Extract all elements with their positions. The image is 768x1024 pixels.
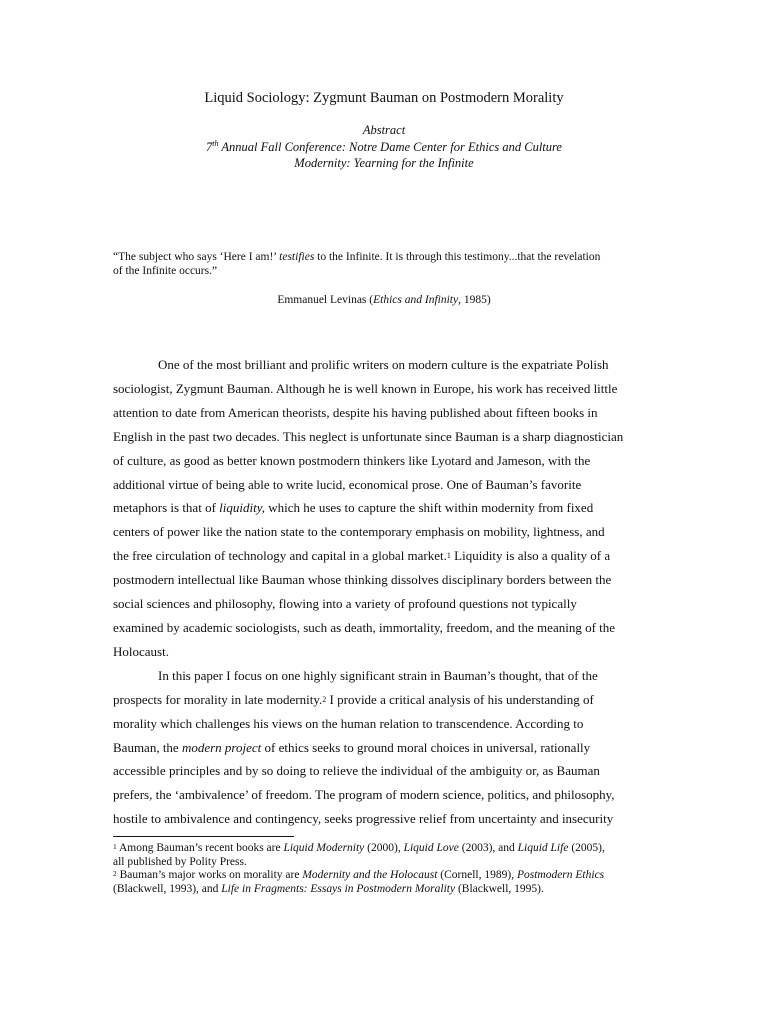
epigraph-line-2: of the Infinite occurs.” [113,264,218,277]
conference-name: Annual Fall Conference: Notre Dame Center for Ethics and Culture [218,139,562,154]
footnote-2-continued [113,883,605,897]
footnote-text: (2000), [364,842,404,854]
body-line: postmodern intellectual like Bauman whose thinking dissolves disciplinary borders between the [113,572,612,588]
body-line: accessible principles and by so doing to relieve the individual of the ambiguity or, as Bauman [113,763,600,779]
body-line: One of the most brilliant and prolific writers on modern culture is the expatriate Polish [158,357,609,372]
epigraph-text: to the Infinite. It is through this testimony...that the revelation [314,251,601,263]
epigraph-emphasis: testifies [279,251,315,263]
footnote-text: Bauman’s major works on morality are [116,869,303,882]
attribution-work: Ethics and Infinity [373,294,459,306]
footnote-title: Liquid Love [403,842,459,854]
footnote-2 [113,869,605,883]
body-text-run: which he uses to capture the shift within modernity from fixed [265,500,594,516]
footnote-marker-1[interactable]: 1 [446,551,451,561]
body-line: examined by academic sociologists, such as death, immortality, freedom, and the meaning of the [113,619,616,635]
body-text-run: the free circulation of technology and capital in a global market. [113,548,447,564]
body-text-run: of ethics seeks to ground moral choices in universal, rationally [261,739,591,755]
epigraph-text: “The subject who says ‘Here I am!’ [113,251,280,263]
footnote-marker-2[interactable]: 2 [322,694,327,704]
body-text-run: Liquidity is also a quality of a [450,548,611,564]
paper-title: Liquid Sociology: Zygmunt Bauman on Postmodern Morality [204,90,564,106]
body-line: attention to date from American theorists, despite his having published about fifteen books in [113,404,598,420]
body-text-run: metaphors is that of [113,500,220,516]
epigraph-quote [113,251,658,278]
conference-line [0,139,768,156]
epigraph-attribution [0,294,768,308]
body-line: prefers, the ‘ambivalence’ of freedom. The program of modern science, politics, and philosophy, [113,787,615,803]
footnote-separator [113,836,294,837]
body-line: additional virtue of being able to write lucid, economical prose. One of Bauman’s favorite [113,476,582,492]
conference-ordinal: 7 [206,139,213,154]
conference-theme: Modernity: Yearning for the Infinite [294,156,474,170]
attribution-year: , 1985) [458,294,491,306]
abstract-heading: Abstract [362,123,406,137]
footnote-title: Liquid Life [517,842,569,854]
abstract-header [0,122,768,172]
footnote-number: 1 [113,842,117,851]
body-text-run: I provide a critical analysis of his understanding of [326,691,594,707]
footnote-title: Postmodern Ethics [516,869,605,882]
body-emphasis: liquidity, [219,500,266,516]
footnote-title: Modernity and the Holocaust [302,869,438,882]
body-line [113,688,623,712]
footnote-1-continued: all published by Polity Press. [113,855,247,868]
body-line: social sciences and philosophy, flowing into a variety of profound questions not typically [113,596,577,612]
body-text-run: Bauman, the [113,739,182,755]
footnote-text: (2003), and [458,842,518,854]
attribution-author: Emmanuel Levinas ( [277,294,374,306]
body-line: of culture, as good as better known postmodern thinkers like Lyotard and Jameson, with the [113,452,591,468]
body-line: morality which challenges his views on the human relation to transcendence. According to [113,715,584,731]
footnotes [113,842,605,896]
body-text [113,353,623,831]
footnote-text: (Blackwell, 1993), and [113,882,222,895]
footnote-number: 2 [113,869,117,879]
footnote-text: (2005), [568,842,605,854]
body-line: sociologist, Zygmunt Bauman. Although he is well known in Europe, his work has received little [113,380,618,396]
body-line [113,496,623,520]
body-line: Holocaust. [113,643,169,659]
footnote-title: Liquid Modernity [283,842,365,854]
footnote-title: Life in Fragments: Essays in Postmodern Morality [221,882,456,895]
epigraph-line-1 [113,251,658,265]
conference-ordinal-suffix: th [212,138,219,148]
footnote-1 [113,842,605,856]
body-line: In this paper I focus on one highly significant strain in Bauman’s thought, that of the [158,667,598,683]
body-text-run: prospects for morality in late modernity. [113,691,323,707]
body-emphasis: modern project [181,739,262,755]
body-line: hostile to ambivalence and contingency, seeks progressive relief from uncertainty and insecurity [113,811,614,827]
body-line: centers of power like the nation state to the contemporary emphasis on mobility, lightness, and [113,524,605,540]
footnote-text: (Blackwell, 1995). [455,882,544,895]
footnote-text: Among Bauman’s recent books are [116,842,284,854]
body-line: English in the past two decades. This neglect is unfortunate since Bauman is a sharp diagnostician [113,428,624,444]
body-line [113,736,623,760]
footnote-text: (Cornell, 1989), [437,869,517,882]
body-line [113,544,623,568]
